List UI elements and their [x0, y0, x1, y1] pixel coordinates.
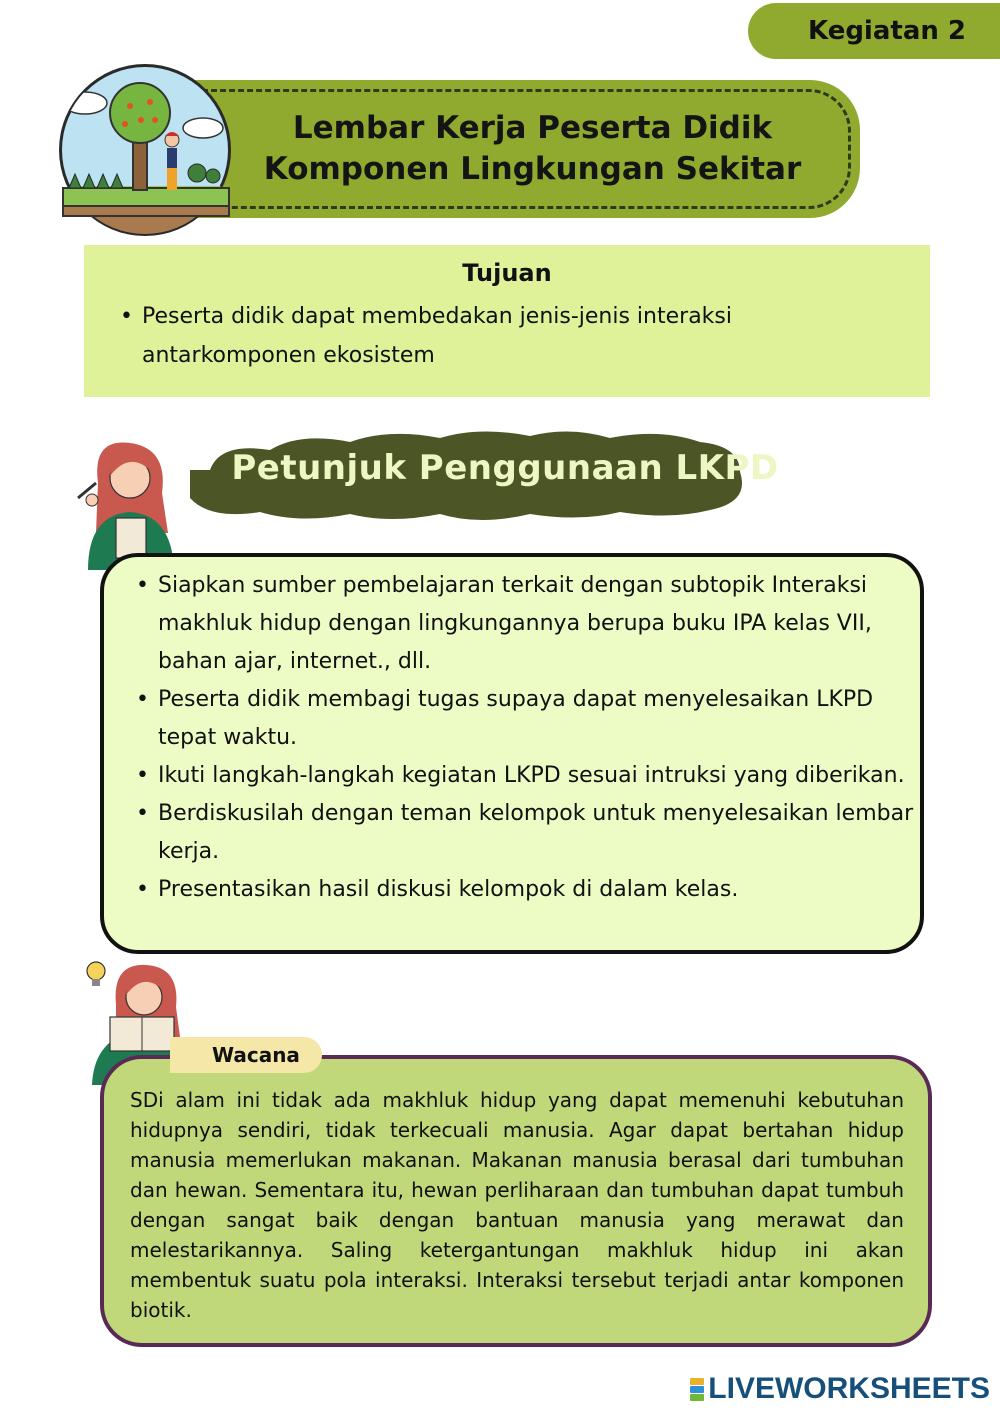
instruction-item: • Siapkan sumber pembelajaran terkait dengan subtopik Interaksi makhluk hidup dengan lingkungannya berupa buku IPA kelas VII, bahan ajar, internet., dll. — [134, 567, 924, 681]
activity-badge-label: Kegiatan 2 — [808, 16, 967, 46]
title-line-1: Lembar Kerja Peserta Didik — [292, 110, 773, 146]
instruction-item: • Ikuti langkah-langkah kegiatan LKPD sesuai intruksi yang diberikan. — [134, 757, 924, 795]
header-banner — [175, 80, 860, 218]
reading-passage-text: SDi alam ini tidak ada makhluk hidup yang dapat memenuhi kebutuhan hidupnya sendiri, tidak terkecuali manusia. Agar dapat bertahan hidup manusia memerlukan makanan. Makanan manusia berasal dari tumbuhan dan hewan. Sementara itu, hewan perliharaan dan tumbuhan dapat tumbuh dengan sangat baik dengan bantuan manusia yang merawat dan melestarikannya. Saling ketergantungan makhluk hidup ini akan membentuk suatu pola interaksi. Interaksi tersebut terjadi antar komponen biotik. — [130, 1088, 904, 1322]
instruction-item: • Berdiskusilah dengan teman kelompok untuk menyelesaikan lembar kerja. — [134, 795, 924, 871]
objective-item: • Peserta didik dapat membedakan jenis-jenis interaksi antarkomponen ekosistem — [120, 297, 880, 375]
page-title — [235, 108, 830, 190]
instructions-box — [100, 553, 924, 954]
instruction-item: • Presentasikan hasil diskusi kelompok di dalam kelas. — [134, 871, 924, 909]
instructions-heading: Petunjuk Penggunaan LKPD — [231, 448, 779, 488]
reading-passage-label-text: Wacana — [212, 1043, 300, 1067]
objective-list — [120, 297, 880, 375]
reading-passage-label — [170, 1037, 322, 1073]
objective-section — [84, 245, 930, 397]
activity-badge — [748, 3, 1000, 59]
objective-heading: Tujuan — [462, 259, 552, 287]
reading-passage-box — [100, 1055, 932, 1347]
liveworksheets-logo — [690, 1372, 990, 1406]
liveworksheets-mark-icon — [690, 1378, 704, 1401]
student-thinking-illustration — [68, 438, 186, 570]
instruction-item: • Peserta didik membagi tugas supaya dapat menyelesaikan LKPD tepat waktu. — [134, 681, 924, 757]
tree-illustration — [55, 58, 235, 238]
title-line-2: Komponen Lingkungan Sekitar — [263, 151, 802, 187]
instructions-list — [134, 567, 924, 909]
brand-text: LIVEWORKSHEETS — [708, 1372, 990, 1405]
